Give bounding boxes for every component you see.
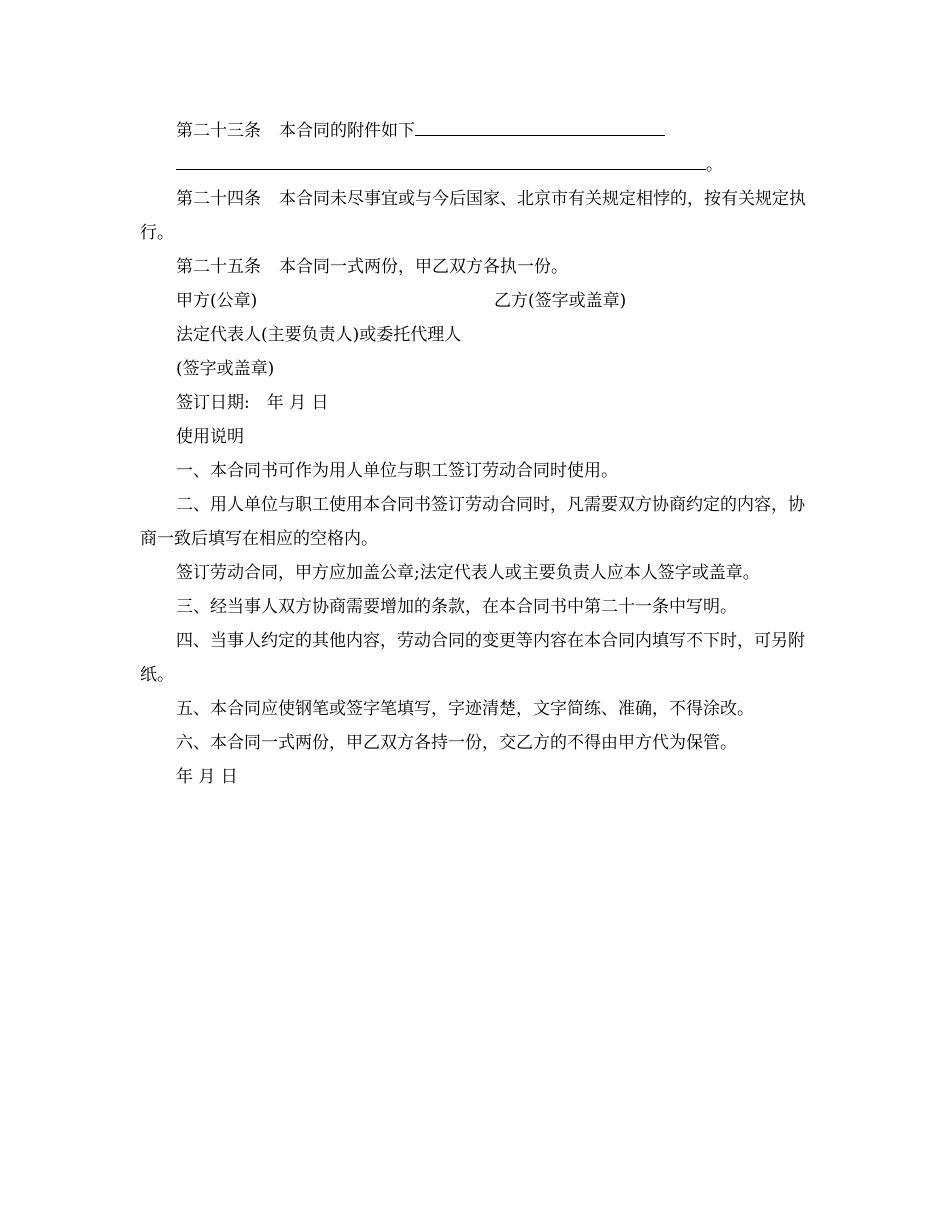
instruction-item-3: 签订劳动合同，甲方应加盖公章;法定代表人或主要负责人应本人签字或盖章。 [176, 563, 760, 583]
article-25-text: 本合同一式两份，甲乙双方各执一份。 [279, 257, 568, 277]
instruction-item [140, 454, 812, 488]
instruction-item [140, 590, 812, 624]
instruction-item [140, 488, 812, 556]
instructions-heading-text: 使用说明 [176, 427, 244, 447]
article-23-continued [140, 148, 812, 182]
legal-representative-line [140, 318, 812, 352]
party-a-label: 甲方(公章) [176, 291, 258, 311]
party-b-signature [494, 284, 814, 318]
article-24-title: 第二十四条 [176, 189, 261, 209]
sign-date-line [140, 386, 812, 420]
article-23 [140, 114, 812, 148]
instruction-item-5: 四、当事人约定的其他内容，劳动合同的变更等内容在本合同内填写不下时，可另附纸。 [140, 631, 805, 685]
article-23-title: 第二十三条 [176, 121, 261, 141]
party-b-label: 乙方(签字或盖章) [494, 291, 627, 311]
article-23-end-mark: 。 [706, 155, 723, 175]
instruction-item [140, 556, 812, 590]
instruction-item-7: 六、本合同一式两份，甲乙双方各持一份，交乙方的不得由甲方代为保管。 [176, 733, 737, 753]
closing-date-line [140, 760, 812, 794]
instruction-item [140, 692, 812, 726]
instruction-item-2: 二、用人单位与职工使用本合同书签订劳动合同时，凡需要双方协商约定的内容，协商一致后填写在相应的空格内。 [140, 495, 805, 549]
instruction-item [140, 624, 812, 692]
article-24 [140, 182, 812, 250]
article-23-text: 本合同的附件如下 [279, 121, 415, 141]
instruction-item-4: 三、经当事人双方协商需要增加的条款，在本合同书中第二十一条中写明。 [176, 597, 737, 617]
closing-date-text: 年 月 日 [176, 767, 238, 787]
instruction-item-1: 一、本合同书可作为用人单位与职工签订劳动合同时使用。 [176, 461, 618, 481]
instruction-item-6: 五、本合同应使钢笔或签字笔填写，字迹清楚，文字简练、准确，不得涂改。 [176, 699, 754, 719]
article-25-title: 第二十五条 [176, 257, 261, 277]
legal-rep-label: 法定代表人(主要负责人)或委托代理人 [176, 325, 462, 345]
sign-or-seal-line [140, 352, 812, 386]
attachment-blank-2 [176, 151, 706, 170]
instruction-item [140, 726, 812, 760]
sign-or-seal-label: (签字或盖章) [176, 359, 275, 379]
sign-date-label: 签订日期: 年 月 日 [176, 393, 329, 413]
article-24-text: 本合同未尽事宜或与今后国家、北京市有关规定相悖的，按有关规定执行。 [140, 189, 806, 243]
attachment-blank-1 [415, 117, 665, 136]
article-25 [140, 250, 812, 284]
instructions-heading [140, 420, 812, 454]
